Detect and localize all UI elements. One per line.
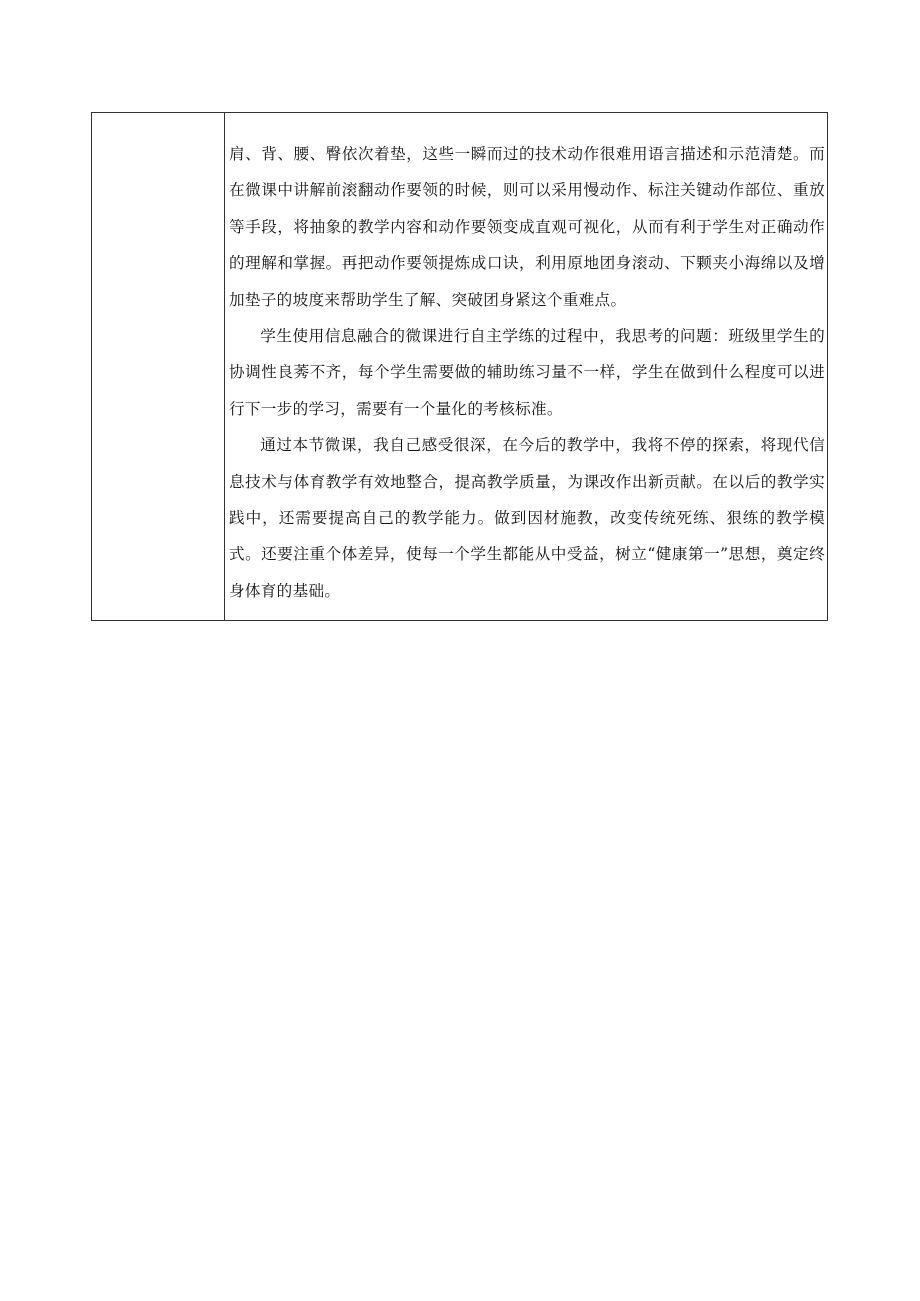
paragraph-conclusion: 通过本节微课，我自己感受很深，在今后的教学中，我将不停的探索，将现代信息技术与体育教学有效地整合，提高教学质量，为课改作出新贡献。在以后的教学实践中，还需要提高自己的教学能力。做到因材施教，改变传统死练、狠练的教学模式。还要注重个体差异，使每一个学生都能从中受益，树立“健康第一”思想，奠定终身体育的基础。	[229, 436, 825, 600]
table-label-cell	[92, 113, 225, 620]
table-content-cell	[225, 113, 827, 620]
paragraph-continuation: 肩、背、腰、臀依次着垫，这些一瞬而过的技术动作很难用语言描述和示范清楚。而在微课中讲解前滚翻动作要领的时候，则可以采用慢动作、标注关键动作部位、重放等手段，将抽象的教学内容和动作要领变成直观可视化，从而有利于学生对正确动作的理解和掌握。再把动作要领提炼成口诀，利用原地团身滚动、下颗夹小海绵以及增加垫子的坡度来帮助学生了解、突破团身紧这个重难点。	[229, 145, 825, 309]
paragraph-thinking: 学生使用信息融合的微课进行自主学练的过程中，我思考的问题：班级里学生的协调性良莠不齐，每个学生需要做的辅助练习量不一样，学生在做到什么程度可以进行下一步的学习，需要有一个量化的考核标准。	[229, 327, 825, 418]
reflection-table	[91, 112, 828, 621]
